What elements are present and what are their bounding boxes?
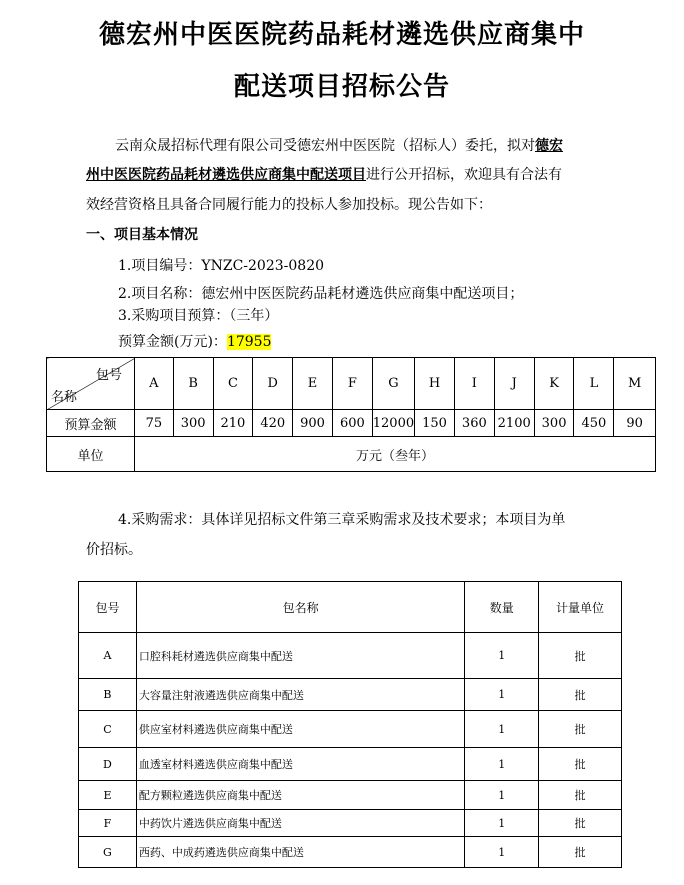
col-header-name: 包名称 [136,582,464,633]
budget-cell: 12000 [372,410,414,437]
diagonal-header-cell [47,358,135,410]
lot-name: 中药饮片遴选供应商集中配送 [136,810,464,837]
budget-cell: 90 [614,410,656,437]
lot-header: K [534,358,574,410]
col-header-qty: 数量 [465,582,539,633]
document-title-line2: 配送项目招标公告 [233,72,450,102]
budget-cell: 600 [332,410,372,437]
col-header-unit: 计量单位 [539,582,622,633]
budget-cell: 420 [253,410,293,437]
budget-cell: 360 [454,410,494,437]
header-name: 名称 [51,390,78,405]
lot-unit: 批 [539,748,622,781]
procurement-requirements: 4.采购需求：具体详见招标文件第三章采购需求及技术要求；本项目为单 [118,512,566,528]
table-row [79,781,622,810]
lot-header: F [332,358,372,410]
document-title-line1: 德宏州中医医院药品耗材遴选供应商集中 [98,20,585,50]
table-row [79,633,622,679]
intro-text: 云南众晟招标代理有限公司受德宏州中医医院（招标人）委托，拟对 [115,138,535,154]
budget-cell: 300 [534,410,574,437]
lot-name: 血透室材料遴选供应商集中配送 [136,748,464,781]
lot-header: I [454,358,494,410]
lot-header: D [253,358,293,410]
header-lot: 包号 [95,368,122,383]
lot-name: 大容量注射液遴选供应商集中配送 [136,679,464,711]
budget-unit-row [47,437,656,472]
intro-text-2: 进行公开招标，欢迎具有合法有 [366,167,562,183]
budget-cell: 150 [415,410,455,437]
lot-header: E [293,358,333,410]
lot-unit: 批 [539,781,622,810]
lot-header: L [574,358,614,410]
lot-qty: 1 [465,679,539,711]
budget-amount-row [47,410,656,437]
section-heading: 一、项目基本情况 [86,227,198,243]
lot-id: D [79,748,137,781]
lot-qty: 1 [465,748,539,781]
lot-header: J [494,358,534,410]
table-row [79,679,622,711]
lot-unit: 批 [539,837,622,868]
lot-name: 配方颗粒遴选供应商集中配送 [136,781,464,810]
budget-period: 3.采购项目预算：（三年） [118,308,279,324]
unit-value: 万元（叁年） [135,437,656,472]
lot-id: A [79,633,137,679]
project-name-link: 德宏 [535,138,563,154]
unit-label: 单位 [47,437,135,472]
lot-qty: 1 [465,810,539,837]
lot-name: 西药、中成药遴选供应商集中配送 [136,837,464,868]
budget-value: 17955 [226,334,272,350]
intro-line1 [115,139,563,153]
project-name-continued: 州中医医院药品耗材遴选供应商集中配送项目 [86,167,366,183]
lot-qty: 1 [465,781,539,810]
row-label: 预算金额 [47,410,135,437]
lot-id: B [79,679,137,711]
lot-unit: 批 [539,810,622,837]
lot-id: G [79,837,137,868]
lot-header: B [173,358,213,410]
budget-cell: 900 [293,410,333,437]
table-row [79,748,622,781]
intro-line2 [86,168,562,182]
lot-unit: 批 [539,679,622,711]
project-title-item: 2.项目名称：德宏州中医医院药品耗材遴选供应商集中配送项目； [118,286,524,302]
budget-cell: 210 [213,410,253,437]
budget-line [118,335,271,349]
lot-unit: 批 [539,633,622,679]
lot-header: G [372,358,414,410]
budget-cell: 300 [173,410,213,437]
lots-table [78,581,622,868]
budget-table [46,357,656,472]
lot-name: 口腔科耗材遴选供应商集中配送 [136,633,464,679]
lot-qty: 1 [465,837,539,868]
budget-label: 预算金额(万元)： [118,334,227,350]
budget-cell: 450 [574,410,614,437]
procurement-requirements-cont: 价招标。 [86,542,142,558]
lot-header: A [135,358,174,410]
lot-name: 供应室材料遴选供应商集中配送 [136,711,464,748]
lot-header: H [415,358,455,410]
table-row [79,810,622,837]
budget-cell: 75 [135,410,174,437]
budget-header-row [47,358,656,410]
lots-header-row [79,582,622,633]
budget-cell: 2100 [494,410,534,437]
lot-id: C [79,711,137,748]
lot-qty: 1 [465,633,539,679]
lot-id: F [79,810,137,837]
lot-id: E [79,781,137,810]
project-number: 1.项目编号：YNZC-2023-0820 [118,258,325,274]
table-row [79,711,622,748]
lot-qty: 1 [465,711,539,748]
col-header-lot: 包号 [79,582,137,633]
lot-header: M [614,358,656,410]
table-row [79,837,622,868]
lot-header: C [213,358,253,410]
lot-unit: 批 [539,711,622,748]
intro-line3: 效经营资格且具备合同履行能力的投标人参加投标。现公告如下： [86,197,492,213]
